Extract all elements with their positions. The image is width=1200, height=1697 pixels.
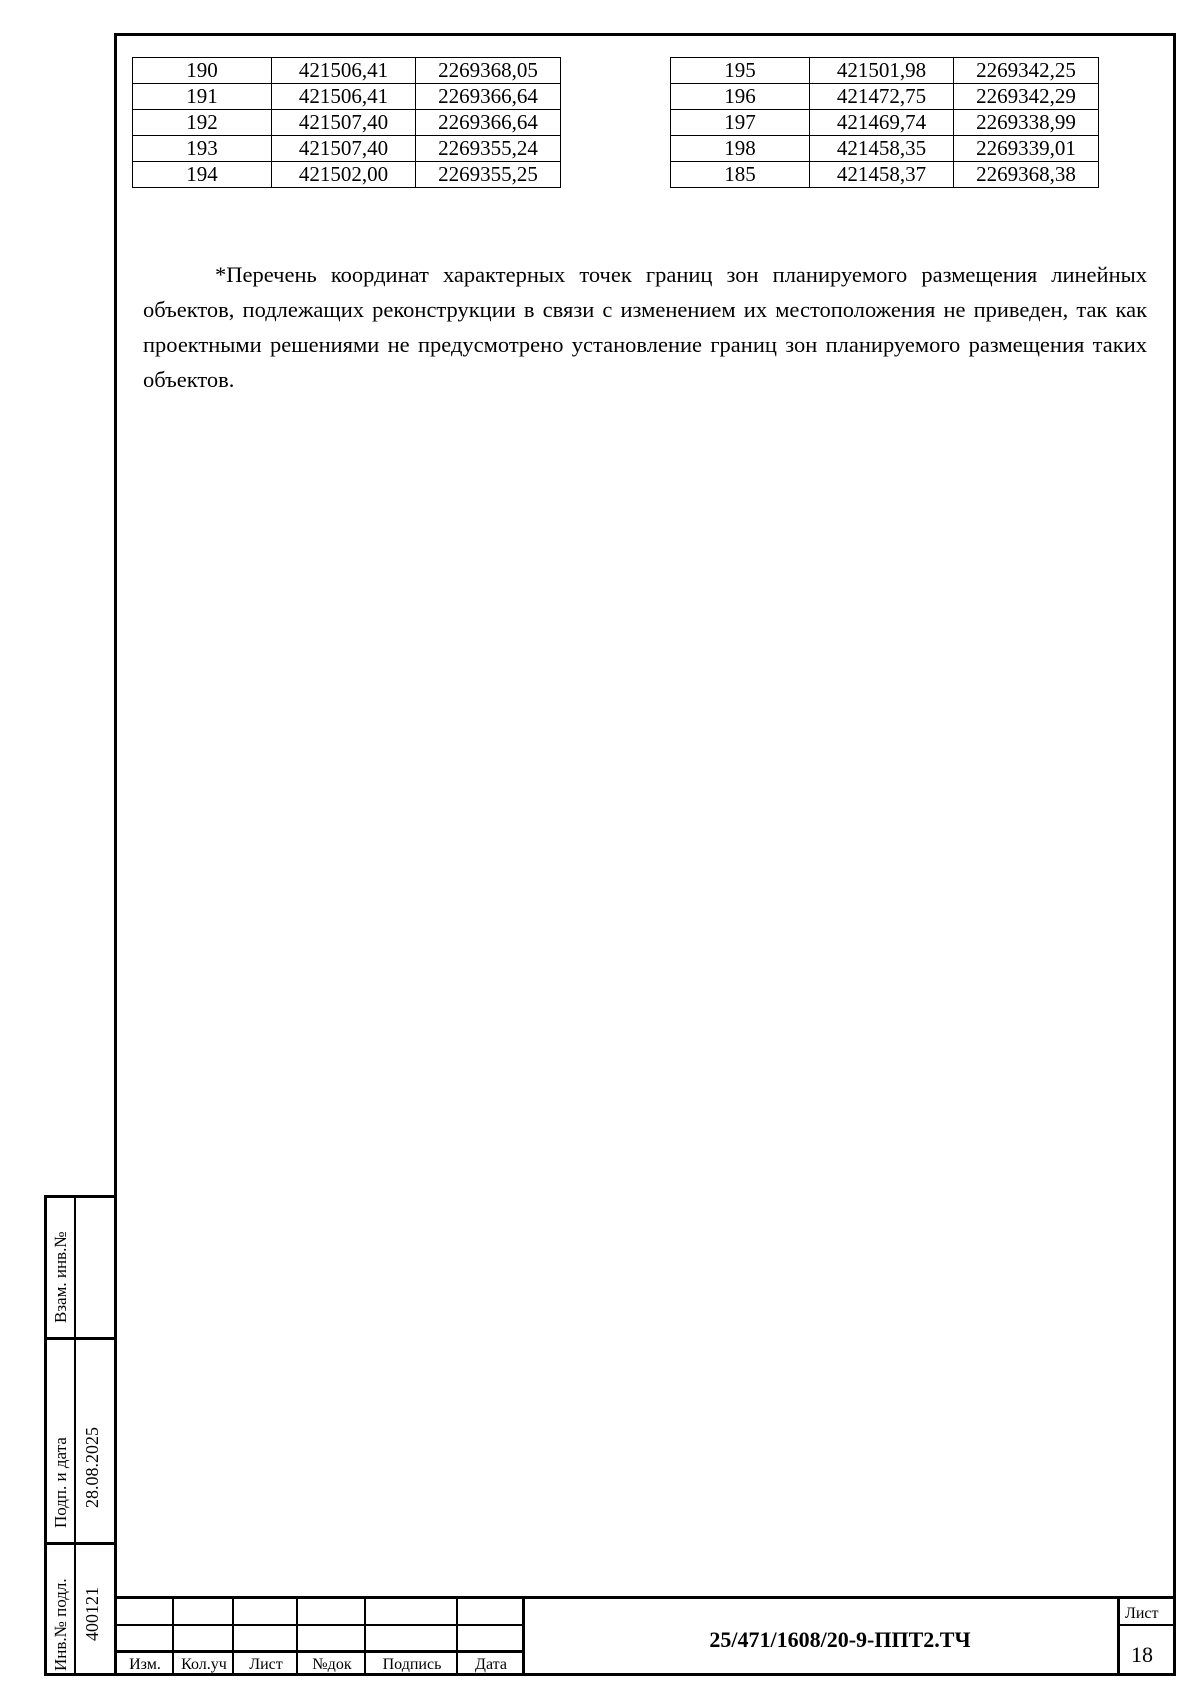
table-row bbox=[133, 110, 561, 136]
y-coordinate-cell: 2269355,24 bbox=[416, 136, 561, 162]
point-number-cell: 185 bbox=[671, 162, 810, 188]
vzam-label: Взам. инв.№ bbox=[51, 1231, 70, 1323]
y-coordinate-cell: 2269366,64 bbox=[416, 84, 561, 110]
podp-label: Подп. и дата bbox=[51, 1437, 70, 1528]
table-row bbox=[671, 136, 1099, 162]
x-coordinate-cell: 421507,40 bbox=[272, 136, 416, 162]
coordinates-table-right bbox=[670, 57, 1099, 188]
point-number-cell: 193 bbox=[133, 136, 272, 162]
podp-date: 28.08.2025 bbox=[82, 1427, 102, 1508]
y-coordinate-cell: 2269368,05 bbox=[416, 58, 561, 84]
sheet-label: Лист bbox=[1125, 1605, 1159, 1622]
x-coordinate-cell: 421506,41 bbox=[272, 84, 416, 110]
table-row bbox=[671, 110, 1099, 136]
col-podpis-label: Подпись bbox=[382, 1656, 442, 1673]
point-number-cell: 192 bbox=[133, 110, 272, 136]
inv-number: 400121 bbox=[82, 1587, 102, 1641]
x-coordinate-cell: 421472,75 bbox=[810, 84, 954, 110]
col-kolych-label: Кол.уч bbox=[181, 1656, 227, 1673]
table-row bbox=[133, 84, 561, 110]
coordinates-table-left bbox=[132, 57, 561, 188]
point-number-cell: 195 bbox=[671, 58, 810, 84]
x-coordinate-cell: 421507,40 bbox=[272, 110, 416, 136]
side-stamp bbox=[44, 1195, 114, 1676]
point-number-cell: 198 bbox=[671, 136, 810, 162]
point-number-cell: 194 bbox=[133, 162, 272, 188]
x-coordinate-cell: 421458,35 bbox=[810, 136, 954, 162]
point-number-cell: 196 bbox=[671, 84, 810, 110]
col-izm-label: Изм. bbox=[129, 1656, 161, 1673]
col-data-label: Дата bbox=[475, 1656, 507, 1673]
sheet-number: 18 bbox=[1131, 1642, 1153, 1667]
y-coordinate-cell: 2269368,38 bbox=[954, 162, 1099, 188]
document-code: 25/471/1608/20-9-ППТ2.ТЧ bbox=[709, 1627, 971, 1652]
table-row bbox=[133, 58, 561, 84]
y-coordinate-cell: 2269338,99 bbox=[954, 110, 1099, 136]
col-list-label: Лист bbox=[249, 1656, 283, 1673]
point-number-cell: 191 bbox=[133, 84, 272, 110]
col-ndok-label: №док bbox=[312, 1656, 352, 1673]
note-paragraph: *Перечень координат характерных точек границ зон планируемого размещения линейных объектов, подлежащих реконструкции в связи с изменением их местоположения не приведен, так как проектными решениями не предусмотрено установление границ зон планируемого размещения таких объектов. bbox=[143, 262, 1147, 392]
x-coordinate-cell: 421469,74 bbox=[810, 110, 954, 136]
x-coordinate-cell: 421458,37 bbox=[810, 162, 954, 188]
table-row bbox=[671, 84, 1099, 110]
table-row bbox=[133, 136, 561, 162]
point-number-cell: 197 bbox=[671, 110, 810, 136]
table-row bbox=[671, 162, 1099, 188]
y-coordinate-cell: 2269342,25 bbox=[954, 58, 1099, 84]
point-number-cell: 190 bbox=[133, 58, 272, 84]
x-coordinate-cell: 421506,41 bbox=[272, 58, 416, 84]
y-coordinate-cell: 2269339,01 bbox=[954, 136, 1099, 162]
table-row bbox=[133, 162, 561, 188]
table-row bbox=[671, 58, 1099, 84]
side-cell-vzam bbox=[47, 1198, 114, 1340]
inv-label: Инв.№ подл. bbox=[51, 1578, 70, 1671]
y-coordinate-cell: 2269366,64 bbox=[416, 110, 561, 136]
x-coordinate-cell: 421502,00 bbox=[272, 162, 416, 188]
y-coordinate-cell: 2269342,29 bbox=[954, 84, 1099, 110]
y-coordinate-cell: 2269355,25 bbox=[416, 162, 561, 188]
x-coordinate-cell: 421501,98 bbox=[810, 58, 954, 84]
side-cell-podp bbox=[47, 1340, 114, 1545]
side-cell-inv bbox=[47, 1545, 114, 1676]
